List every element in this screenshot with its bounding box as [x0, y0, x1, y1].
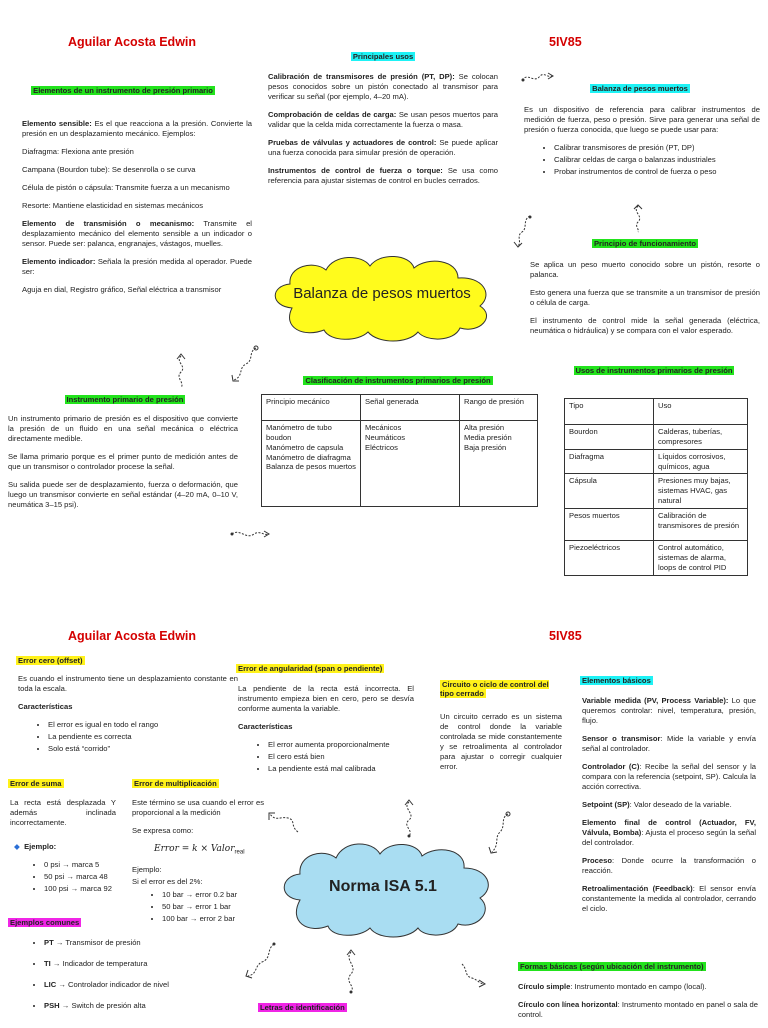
- list-item: • El cero está bien: [268, 752, 414, 762]
- list-item: • 100 bar → error 2 bar: [162, 914, 264, 924]
- mult-error-expression-label: Se expresa como:: [132, 826, 194, 836]
- list-item: • El error es igual en todo el rango: [48, 720, 238, 730]
- curly-arrow-icon: [228, 344, 262, 384]
- balance-paragraph: Es un dispositivo de referencia para calibrar instrumentos de medición de fuerza, peso o presión. Sirve para generar una señal de presión o fuerza conocida, que luego se puede usar para:: [524, 105, 760, 135]
- group-code: 5IV85: [549, 35, 582, 49]
- primary-paragraph-1: Un instrumento primario de presión es el dispositivo que convierte la presión de un fluido en una señal mecánica o eléctrica directamente medible.: [8, 414, 238, 444]
- diamond-bullet-icon: ◆: [14, 842, 20, 851]
- principle-section: [530, 260, 760, 344]
- use-calibration: Calibración de transmisores de presión (PT, DP): Se colocan pesos conocidos sobre un pistón conectado al transmisor para verificar su señal (por ejemplo, 4–20 mA).: [268, 72, 499, 102]
- sum-error-title: Error de suma: [10, 779, 62, 788]
- uses-table-header: Tipo: [565, 399, 654, 425]
- example-diaphragm: Diafragma: Flexiona ante presión: [22, 147, 134, 157]
- zero-error-subtitle: Características: [18, 702, 73, 712]
- table-row: Diafragma Líquidos corrosivos, químicos, agua: [565, 449, 748, 474]
- primary-title: Instrumento primario de presión: [66, 395, 184, 404]
- mult-error-example-text: Si el error es del 2%:: [132, 877, 203, 887]
- use-force-control: Instrumentos de control de fuerza o torque: Se usa como referencia para ajustar sistemas de control en bucles cerrados.: [268, 166, 499, 186]
- sum-error-section: [10, 798, 116, 836]
- principle-title: Principio de funcionamiento: [593, 239, 697, 248]
- basic-element-final: Elemento final de control (Actuador, FV, Válvula, Bomba): Ajusta el proceso según la señal del controlador.: [582, 818, 757, 848]
- principle-paragraph-1: Se aplica un peso muerto conocido sobre un pistón, resorte o palanca.: [530, 260, 760, 280]
- elements-title: Elementos de un instrumento de presión primario: [33, 86, 213, 95]
- curly-arrow-icon: [630, 204, 646, 234]
- mult-error-title: Error de multiplicación: [134, 779, 217, 788]
- letters-title: Letras de identificación: [260, 1003, 345, 1012]
- group-code: 5IV85: [549, 629, 582, 643]
- basics-section: [582, 696, 756, 922]
- author-name: Aguilar Acosta Edwin: [68, 629, 197, 643]
- curly-arrow-icon: [484, 810, 514, 856]
- primary-uses-table: [564, 398, 748, 576]
- use-valves: Pruebas de válvulas y actuadores de control: Se puede aplicar una fuerza conocida para simular presión de operación.: [268, 138, 498, 158]
- list-item: • 0 psi → marca 5: [44, 860, 164, 870]
- curly-arrow-icon: [520, 70, 556, 86]
- balance-section: [524, 105, 760, 183]
- classification-cell-mechanical: Manómetro de tubo boudon Manómetro de capsula Manómetro de diafragma Balanza de pesos muertos: [262, 421, 361, 507]
- basic-element-process: Proceso: Donde ocurre la transformación o reacción.: [582, 856, 756, 876]
- list-item: • Solo está “corrido”: [48, 744, 238, 754]
- closed-loop-section: [440, 712, 562, 780]
- cloud-balanza-label: Balanza de pesos muertos: [293, 285, 471, 302]
- principle-paragraph-2: Esto genera una fuerza que se transmite a un transmisor de presión o célula de carga.: [530, 288, 760, 308]
- indicator-options: Aguja en dial, Registro gráfico, Señal eléctrica a transmisor: [22, 285, 222, 295]
- transmission-paragraph: Elemento de transmisión o mecanismo: Transmite el desplazamiento mecánico del elemento sensible a un indicador o sensor. Puede ser: palanca, engranajes, vástagos, muelles.: [22, 219, 252, 249]
- list-item: • La pendiente es correcta: [48, 732, 238, 742]
- table-row: Cápsula Presiones muy bajas, sistemas HVAC, gas natural: [565, 474, 748, 509]
- sensing-element-paragraph: Elemento sensible: Es el que reacciona a la presión. Convierte la presión en un desplazamiento mecánico. Ejemplos:: [22, 119, 252, 139]
- primary-section: [8, 414, 238, 518]
- basics-title: Elementos básicos: [582, 676, 651, 685]
- balance-list-item: • Probar instrumentos de control de fuerza o peso: [554, 167, 760, 177]
- angular-error-paragraph: La pendiente de la recta está incorrecta. El instrumento empieza bien en cero, pero se desvía conforme aumenta la variable.: [238, 684, 414, 714]
- example-bourdon: Campana (Bourdon tube): Se desenrolla o se curva: [22, 165, 196, 175]
- classification-table: [261, 394, 538, 507]
- basic-element-controller: Controlador (C): Recibe la señal del sensor y la compara con la referencia (setpoint, SP). Calcula la acción correctiva.: [582, 762, 756, 792]
- list-item: • PSH → Switch de presión alta: [44, 1001, 244, 1011]
- list-item: • 50 bar → error 1 bar: [162, 902, 264, 912]
- mult-error-section: [132, 798, 264, 930]
- balance-list: [524, 143, 760, 177]
- curly-arrow-icon: [458, 960, 488, 988]
- curly-arrow-icon: [340, 948, 362, 996]
- author-name: Aguilar Acosta Edwin: [68, 35, 197, 49]
- classification-header: Señal generada: [361, 395, 460, 421]
- basic-element-pv: Variable medida (PV, Process Variable): Lo que queremos controlar: nivel, temperatura, presión, flujo.: [582, 696, 756, 726]
- classification-title: Clasificación de instrumentos primarios de presión: [305, 376, 491, 385]
- list-item: • La pendiente está mal calibrada: [268, 764, 414, 774]
- angular-error-list: [238, 740, 414, 774]
- basic-element-sensor: Sensor o transmisor: Mide la variable y envía señal al controlador.: [582, 734, 756, 754]
- common-examples-title: Ejemplos comunes: [10, 918, 80, 927]
- closed-loop-title: Circuito o ciclo de control del tipo cerrado: [440, 680, 549, 699]
- classification-cell-signal: Mecánicos Neumáticos Eléctricos: [361, 421, 460, 507]
- list-item: • LIC → Controlador indicador de nivel: [44, 980, 244, 990]
- mult-error-list: [132, 890, 264, 924]
- curly-arrow-icon: [240, 940, 280, 980]
- form-simple-circle: Círculo simple: Instrumento montado en campo (local).: [518, 982, 707, 991]
- table-row: Piezoeléctricos Control automático, sistemas de alarma, loops de control PID: [565, 541, 748, 576]
- closed-loop-paragraph: Un circuito cerrado es un sistema de control donde la variable controlada se mide constantemente y se retroalimenta al controlador para ajustar o corregir cualquier error.: [440, 712, 562, 772]
- balance-list-item: • Calibrar celdas de carga o balanzas industriales: [554, 155, 760, 165]
- list-item: • TI → Indicador de temperatura: [44, 959, 244, 969]
- uses-title: Principales usos: [352, 52, 414, 61]
- list-item: • El error aumenta proporcionalmente: [268, 740, 414, 750]
- zero-error-list: [18, 720, 238, 754]
- angular-error-section: [238, 684, 414, 780]
- list-item: • 10 bar → error 0.2 bar: [162, 890, 264, 900]
- classification-header: Principio mecánico: [262, 395, 361, 421]
- example-capsule: Célula de pistón o cápsula: Transmite fuerza a un mecanismo: [22, 183, 230, 193]
- elements-section: [22, 119, 252, 303]
- form-circle-line: Círculo con línea horizontal: Instrumento montado en panel o sala de control.: [518, 1000, 758, 1020]
- mult-error-formula: Error = k × Valor$_{real}$: [154, 844, 245, 856]
- zero-error-section: [18, 674, 238, 760]
- basic-element-setpoint: Setpoint (SP): Valor deseado de la variable.: [582, 800, 732, 810]
- forms-section: [518, 982, 758, 1028]
- classification-cell-range: Alta presión Media presión Baja presión: [460, 421, 538, 507]
- cloud-isa: [272, 834, 494, 942]
- indicator-paragraph: Elemento indicador: Señala la presión medida al operador. Puede ser:: [22, 257, 252, 277]
- classification-header: Rango de presión: [460, 395, 538, 421]
- table-row: Bourdon Calderas, tuberías, compresores: [565, 425, 748, 450]
- uses-table-header: Uso: [654, 399, 748, 425]
- curly-arrow-icon: [398, 798, 420, 840]
- use-load-cells: Comprobación de celdas de carga: Se usan pesos muertos para validar que la celda mida correctamente la fuerza o masa.: [268, 110, 498, 130]
- curly-arrow-icon: [228, 526, 272, 542]
- zero-error-title: Error cero (offset): [18, 656, 83, 665]
- sum-error-paragraph: La recta está desplazada Y además inclinada incorrectamente.: [10, 798, 116, 828]
- balance-list-item: • Calibrar transmisores de presión (PT, DP): [554, 143, 760, 153]
- list-item: • 100 psi → marca 92: [44, 884, 164, 894]
- forms-title: Formas básicas (según ubicación del instrumento): [520, 962, 704, 971]
- balance-title: Balanza de pesos muertos: [592, 84, 688, 93]
- example-spring: Resorte: Mantiene elasticidad en sistemas mecánicos: [22, 201, 204, 211]
- common-examples-list: [14, 938, 244, 1013]
- cloud-balanza: [262, 248, 502, 344]
- curly-arrow-icon: [172, 352, 190, 390]
- list-item: • PT → Transmisor de presión: [44, 938, 244, 948]
- uses-section: [268, 72, 498, 194]
- basic-element-feedback: Retroalimentación (Feedback): El sensor envía constantemente la medida al controlador, cerrando el ciclo.: [582, 884, 757, 914]
- zero-error-paragraph: Es cuando el instrumento tiene un desplazamiento constante en toda la escala.: [18, 674, 238, 694]
- primary-paragraph-3: Su salida puede ser de desplazamiento, fuerza o deformación, que luego un transmisor convierte en señal estándar (4–20 mA, 0–10 V, neumática 3–15 psi).: [8, 480, 238, 510]
- mult-error-paragraph: Este término se usa cuando el error es proporcional a la medición: [132, 798, 264, 818]
- primary-uses-title: Usos de instrumentos primarios de presión: [575, 366, 733, 375]
- primary-paragraph-2: Se llama primario porque es el primer punto de medición antes de que un transmisor o controlador procese la señal.: [8, 452, 238, 472]
- cloud-isa-label: Norma ISA 5.1: [329, 878, 437, 895]
- list-item: • 50 psi → marca 48: [44, 872, 164, 882]
- angular-error-title: Error de angularidad (span o pendiente): [238, 664, 383, 673]
- curly-arrow-icon: [266, 810, 302, 836]
- principle-paragraph-3: El instrumento de control mide la señal generada (eléctrica, neumática o hidráulica) y se compara con el valor esperado.: [530, 316, 760, 336]
- angular-error-subtitle: Características: [238, 722, 293, 732]
- table-row: Pesos muertos Calibración de transmisores de presión: [565, 509, 748, 541]
- mult-error-example-label: Ejemplo:: [132, 865, 162, 875]
- curly-arrow-icon: [512, 214, 534, 250]
- sum-example-label: ◆ Ejemplo:: [14, 842, 57, 851]
